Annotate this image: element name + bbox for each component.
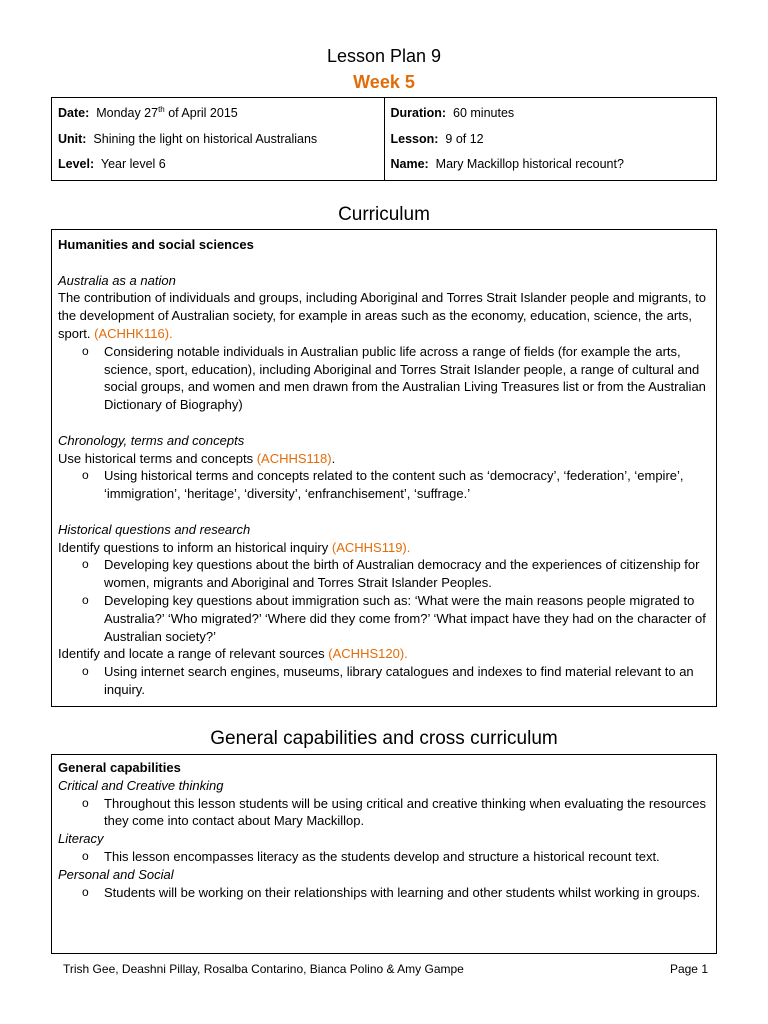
curriculum-code: (ACHHS119). [331, 539, 411, 555]
date-value [96, 106, 238, 120]
curriculum-code: (ACHHS118) [256, 450, 332, 466]
unit-label: Unit: [58, 131, 87, 146]
list-item: o Using internet search engines, museums, library catalogues and indexes to find material relevant to an inquiry. [58, 663, 710, 699]
date-value-suffix: th [158, 104, 165, 114]
curriculum-code: (ACHHS120). [328, 646, 408, 662]
bullet-list [58, 884, 710, 902]
duration-label: Duration: [390, 106, 447, 120]
duration-value: 60 minutes [453, 106, 515, 120]
section-text: Use historical terms and concepts (ACHHS118). [58, 450, 336, 466]
bullet-list [58, 663, 710, 699]
section-text-body: Identify questions to inform an historical inquiry [58, 539, 329, 555]
bullet-list [58, 467, 710, 503]
duration-row [391, 101, 711, 127]
section-text-body: The contribution of individuals and groups, including Aboriginal and Torres Strait Islander people and migrants, to the development of Australian society, for example in areas such as the economy, education, science, the arts, sport. [58, 290, 706, 341]
level-value: Year level 6 [100, 157, 166, 171]
document-title: Lesson Plan 9 [326, 46, 442, 66]
list-item: o Developing key questions about the birth of Australian democracy and the experiences of citizenship for women, migrants and Aboriginal and Torres Strait Islander Peoples. [58, 556, 710, 592]
section-title: Historical questions and research [58, 521, 251, 537]
section-text-body: Use historical terms and concepts [58, 450, 254, 466]
section-text [58, 539, 710, 557]
bullet-list [58, 848, 710, 866]
lesson-value: 9 of 12 [445, 131, 484, 146]
lesson-row [391, 127, 711, 153]
info-left-column [52, 98, 384, 180]
section-text [58, 645, 710, 663]
level-row [58, 152, 378, 178]
list-item: o This lesson encompasses literacy as the students develop and structure a historical recount text. [58, 848, 710, 866]
unit-row [58, 127, 378, 153]
list-item: o Students will be working on their relationships with learning and other students whilst working in groups. [58, 884, 710, 902]
curriculum-box [51, 229, 717, 707]
info-right-column [384, 98, 717, 180]
capabilities-heading: General capabilities and cross curriculum [210, 728, 558, 749]
level-label: Level: [58, 157, 95, 171]
capability-title: Personal and Social [58, 866, 174, 882]
capabilities-subject: General capabilities [58, 760, 181, 775]
bullet-list [58, 343, 710, 414]
list-item: o Developing key questions about immigration such as: ‘What were the main reasons people migrated to Australia?’ ‘Who migrated?’ ‘Where did they come from?’ ‘What impact have they had on the character of Australian society?’ [58, 592, 710, 645]
curriculum-subject: Humanities and social sciences [58, 237, 254, 252]
section-text-body: Identify and locate a range of relevant sources [58, 646, 325, 662]
section-title: Australia as a nation [58, 272, 176, 288]
name-value: Mary Mackillop historical recount? [435, 157, 624, 171]
name-label: Name: [390, 157, 429, 171]
section-title: Chronology, terms and concepts [58, 432, 245, 448]
list-item: o Using historical terms and concepts related to the content such as ‘democracy’, ‘federation’, ‘empire’, ‘immigration’, ‘heritage’, ‘diversity’, ‘enfranchisement’, ‘suffrage.’ [58, 467, 710, 503]
curriculum-heading: Curriculum [338, 204, 430, 225]
bullet-list [58, 795, 710, 831]
capability-title: Critical and Creative thinking [58, 777, 224, 793]
date-value-main: Monday 27 [96, 106, 159, 120]
name-row [391, 152, 711, 178]
page-number: Page 1 [669, 962, 708, 976]
bullet-list [58, 556, 710, 645]
lesson-label: Lesson: [390, 131, 439, 146]
unit-value: Shining the light on historical Australians [93, 131, 318, 146]
capability-title: Literacy [58, 831, 104, 847]
curriculum-code: (ACHHK116). [94, 325, 173, 341]
capabilities-box [51, 754, 717, 954]
date-label: Date: [58, 106, 90, 120]
list-item: o Throughout this lesson students will be using critical and creative thinking when evaluating the resources they come into contact about Mary Mackillop. [58, 795, 710, 831]
week-label: Week 5 [353, 72, 415, 92]
page-footer [63, 962, 708, 976]
footer-authors: Trish Gee, Deashni Pillay, Rosalba Contarino, Bianca Polino & Amy Gampe [63, 962, 464, 976]
date-row [58, 101, 378, 127]
lesson-info-table [51, 97, 717, 181]
date-value-rest: of April 2015 [164, 106, 238, 120]
list-item: o Considering notable individuals in Australian public life across a range of fields (for example the arts, science, sport, education), including Aboriginal and Torres Strait Islander people, a range of cultural and social groups, and women and men drawn from the Australian Living Treasures list or from the Australian Dictionary of Biography) [58, 343, 710, 414]
section-text [58, 289, 710, 342]
